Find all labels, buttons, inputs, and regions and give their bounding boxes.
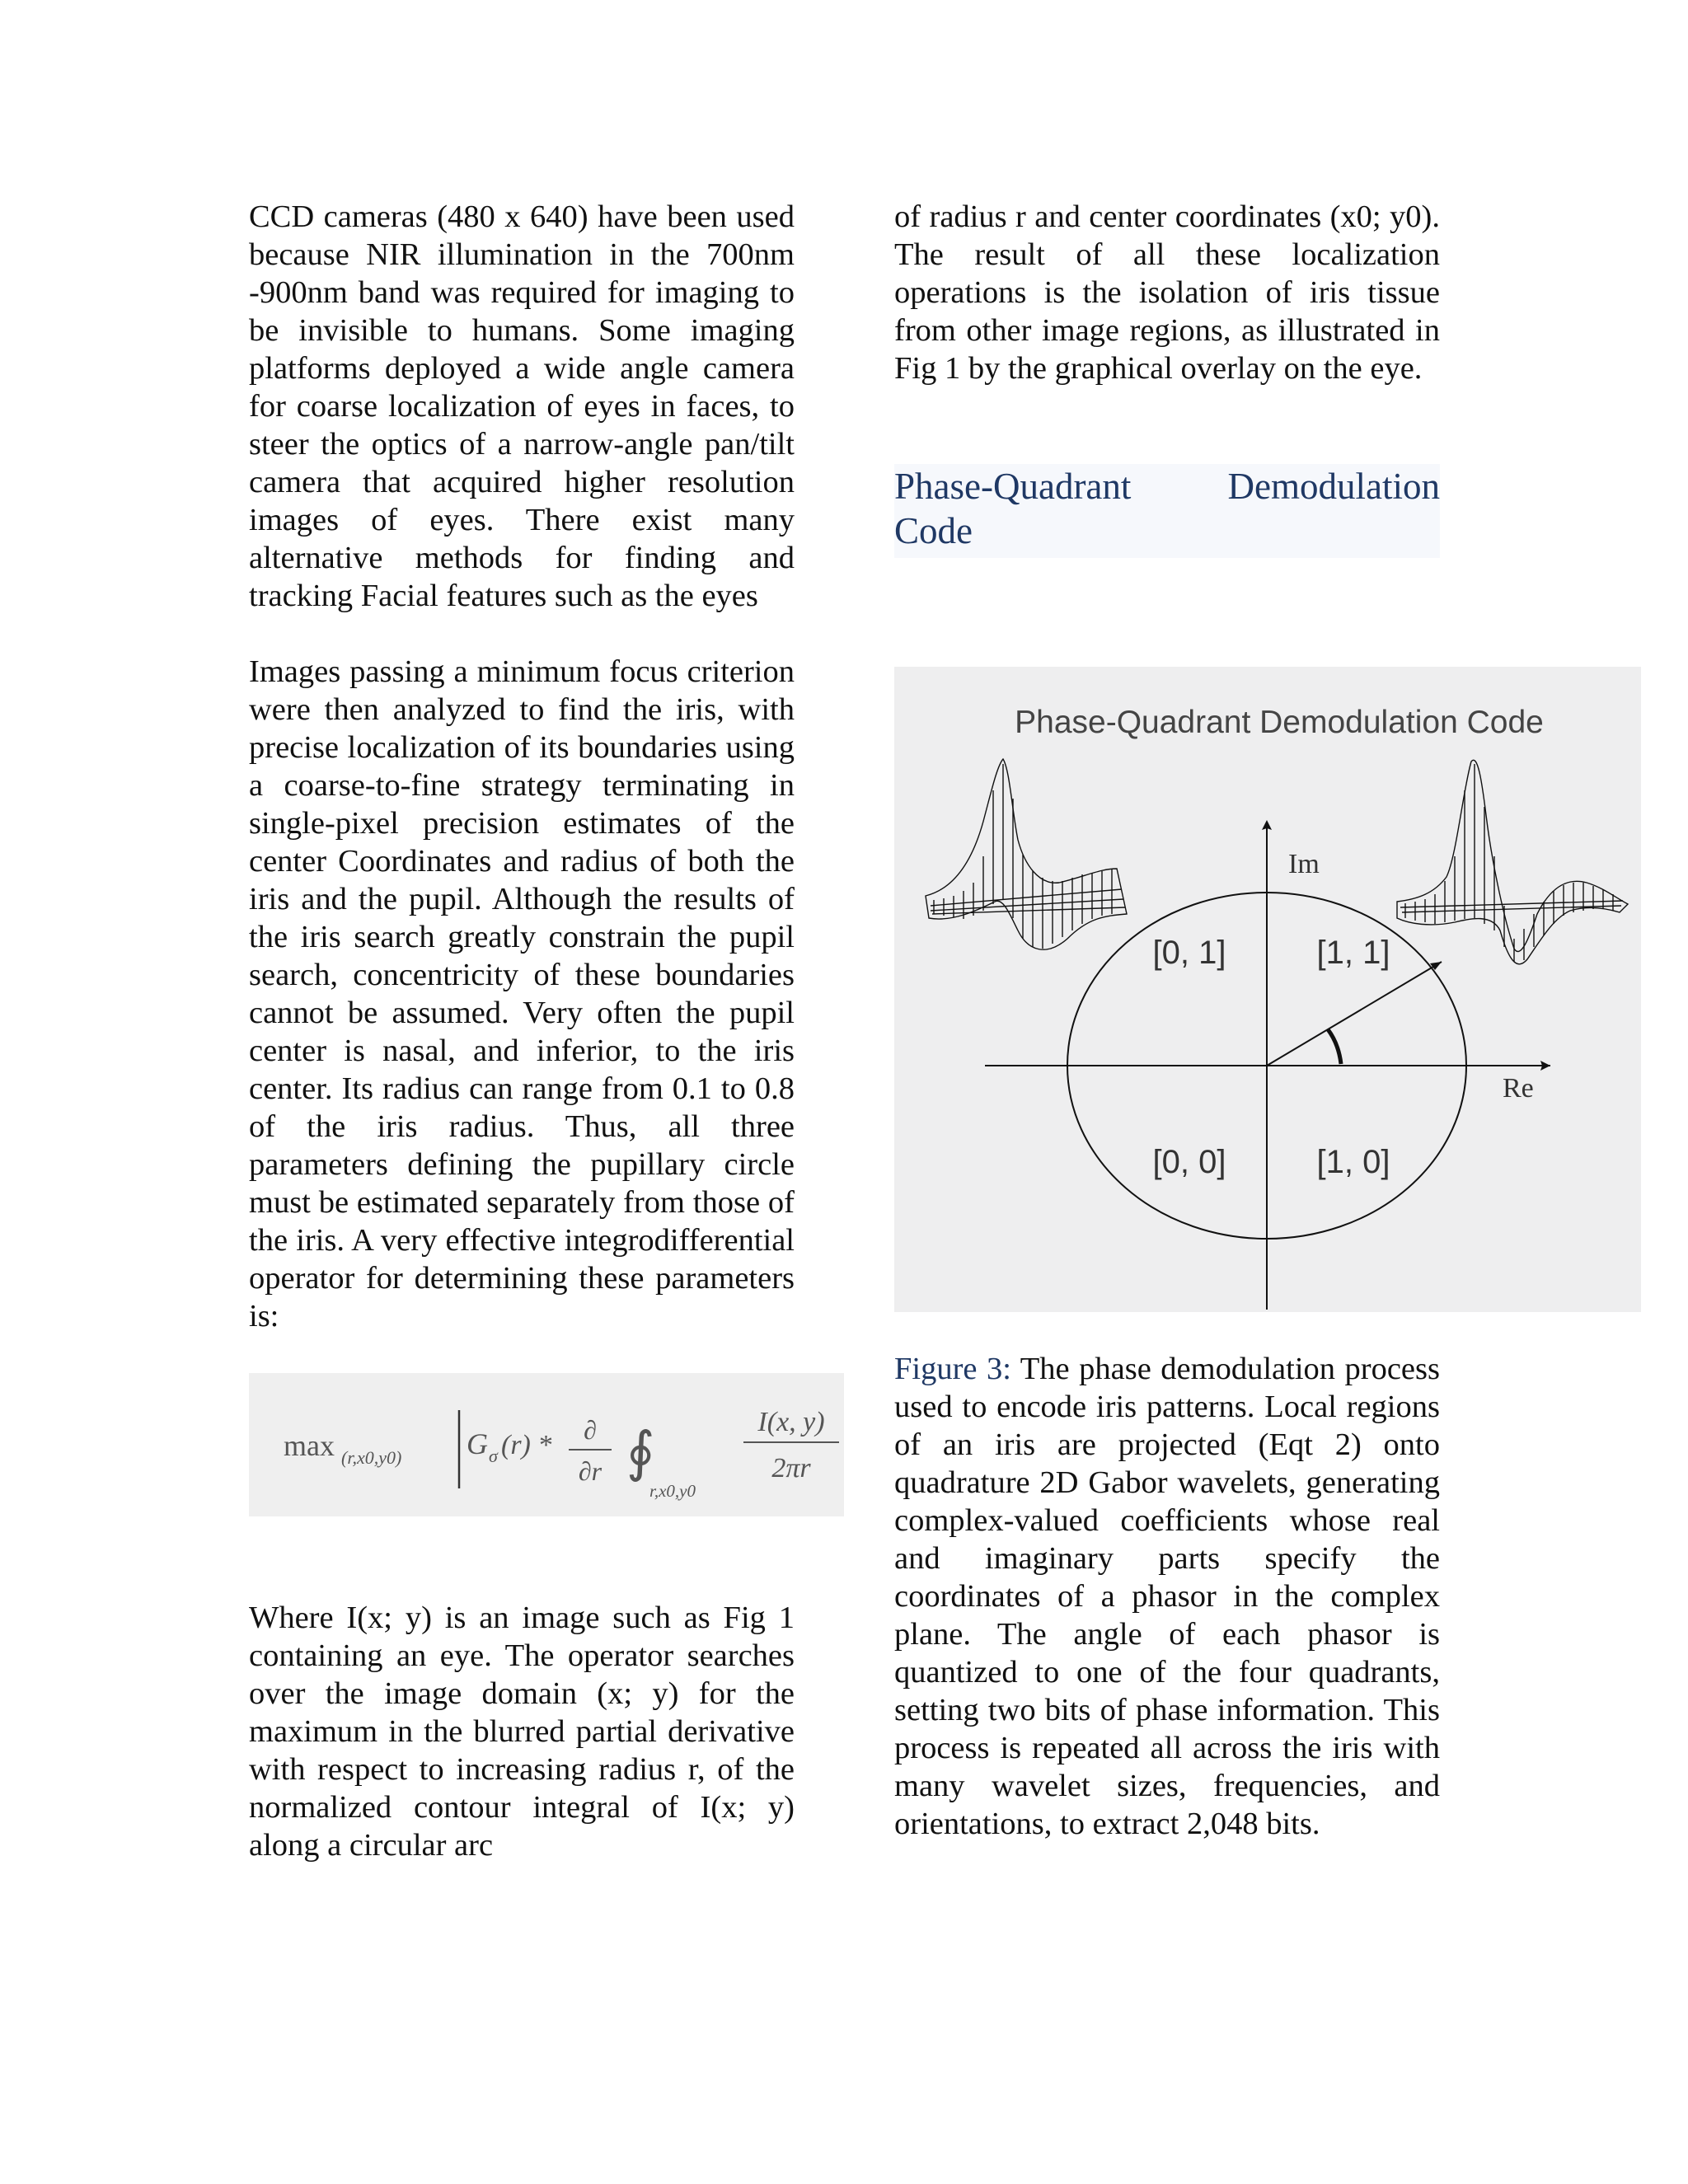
eq-fraction-bottom: 2πr: [771, 1453, 811, 1483]
quadrant-label-bottom-left: [0, 0]: [1152, 1144, 1226, 1180]
heading-word-demodulation: Demodulation: [1227, 466, 1440, 507]
paragraph-operator-description: Where I(x; y) is an image such as Fig 1 containing an eye. The operator searches over the image domain (x; y) for the maximum in the blurred partial derivative with respect to increasing radius r, of the normalized contour integral of I(x; y) along a circular arc: [249, 1601, 795, 1863]
paragraph-iris-localization: Images passing a minimum focus criterion were then analyzed to find the iris, with precise localization of its boundaries using a coarse-to-fine strategy terminating in single-pixel precision estimates of the center Coordinates and radius of both the iris and the pupil. Although the results of the iris search greatly constrain the pupil search, concentricity of these boundaries cannot be assumed. Very often the pupil center is nasal, and inferior, to the iris center. Its radius can range from 0.1 to 0.8 of the iris radius. Thus, all three parameters defining the pupillary circle must be estimated separately from those of the iris. A very effective integrodifferential operator for determining these parameters is:: [249, 654, 795, 1333]
quadrant-label-top-right: [1, 1]: [1316, 935, 1390, 971]
figure-caption: [894, 1350, 1440, 1843]
figure-title: Phase-Quadrant Demodulation Code: [1015, 705, 1544, 740]
caption-text: The phase demodulation process used to encode iris patterns. Local regions of an iris are projected (Eqt 2) onto quadrature 2D Gabor wavelets, generating complex-valued coefficients whose real and imaginary parts specify the coordinates of a phasor in the complex plane. The angle of each phasor is quantized to one of the four quadrants, setting two bits of phase information. This process is repeated all across the iris with many wavelet sizes, frequencies, and orientations, to extract 2,048 bits.: [894, 1352, 1440, 1841]
axis-label-im: Im: [1288, 849, 1320, 879]
left-wavelet-surface-icon: [926, 759, 1127, 949]
quadrant-label-top-left: [0, 1]: [1152, 935, 1226, 971]
phase-angle-arc-icon: [1328, 1029, 1341, 1064]
paragraph-ccd-cameras: CCD cameras (480 x 640) have been used because NIR illumination in the 700nm -900nm band was required for imaging to be invisible to humans. Some imaging platforms deployed a wide angle camera for coarse localization of eyes in faces, to steer the optics of a narrow-angle pan/tilt camera that acquired higher resolution images of eyes. There exist many alternative methods for finding and tracking Facial features such as the eyes: [249, 199, 795, 613]
heading-word-code: Code: [894, 510, 973, 551]
eq-max: max: [284, 1429, 335, 1462]
integrodifferential-equation: [249, 1373, 844, 1516]
caption-label: Figure 3:: [894, 1352, 1011, 1386]
eq-g-subscript: σ: [489, 1446, 498, 1466]
right-wavelet-surface-icon: [1397, 760, 1628, 964]
eq-partial-top: ∂: [584, 1415, 597, 1445]
quadrant-label-bottom-right: [1, 0]: [1316, 1144, 1390, 1180]
eq-max-subscript: (r,x0,y0): [341, 1447, 402, 1468]
left-column: [249, 198, 825, 1864]
eq-g-argument: (r) *: [501, 1430, 552, 1460]
right-column: [894, 198, 1544, 1843]
paragraph-radius-center: of radius r and center coordinates (x0; y0). The result of all these localization operations is the isolation of iris tissue from other image regions, as illustrated in Fig 1 by the graphical overlay on the eye.: [894, 199, 1440, 386]
section-heading: [894, 464, 1440, 558]
eq-fraction-top: I(x, y): [757, 1407, 825, 1437]
eq-g: G: [467, 1427, 488, 1460]
eq-partial-bottom: ∂r: [578, 1456, 603, 1486]
phasor-vector: [1267, 962, 1442, 1066]
axis-label-re: Re: [1503, 1073, 1534, 1104]
heading-word-phase-quadrant: Phase-Quadrant: [894, 466, 1132, 507]
eq-contour-subscript: r,x0,y0: [649, 1481, 696, 1501]
eq-contour-integral: ∮: [626, 1422, 655, 1483]
figure-phase-quadrant-diagram: [894, 667, 1641, 1312]
